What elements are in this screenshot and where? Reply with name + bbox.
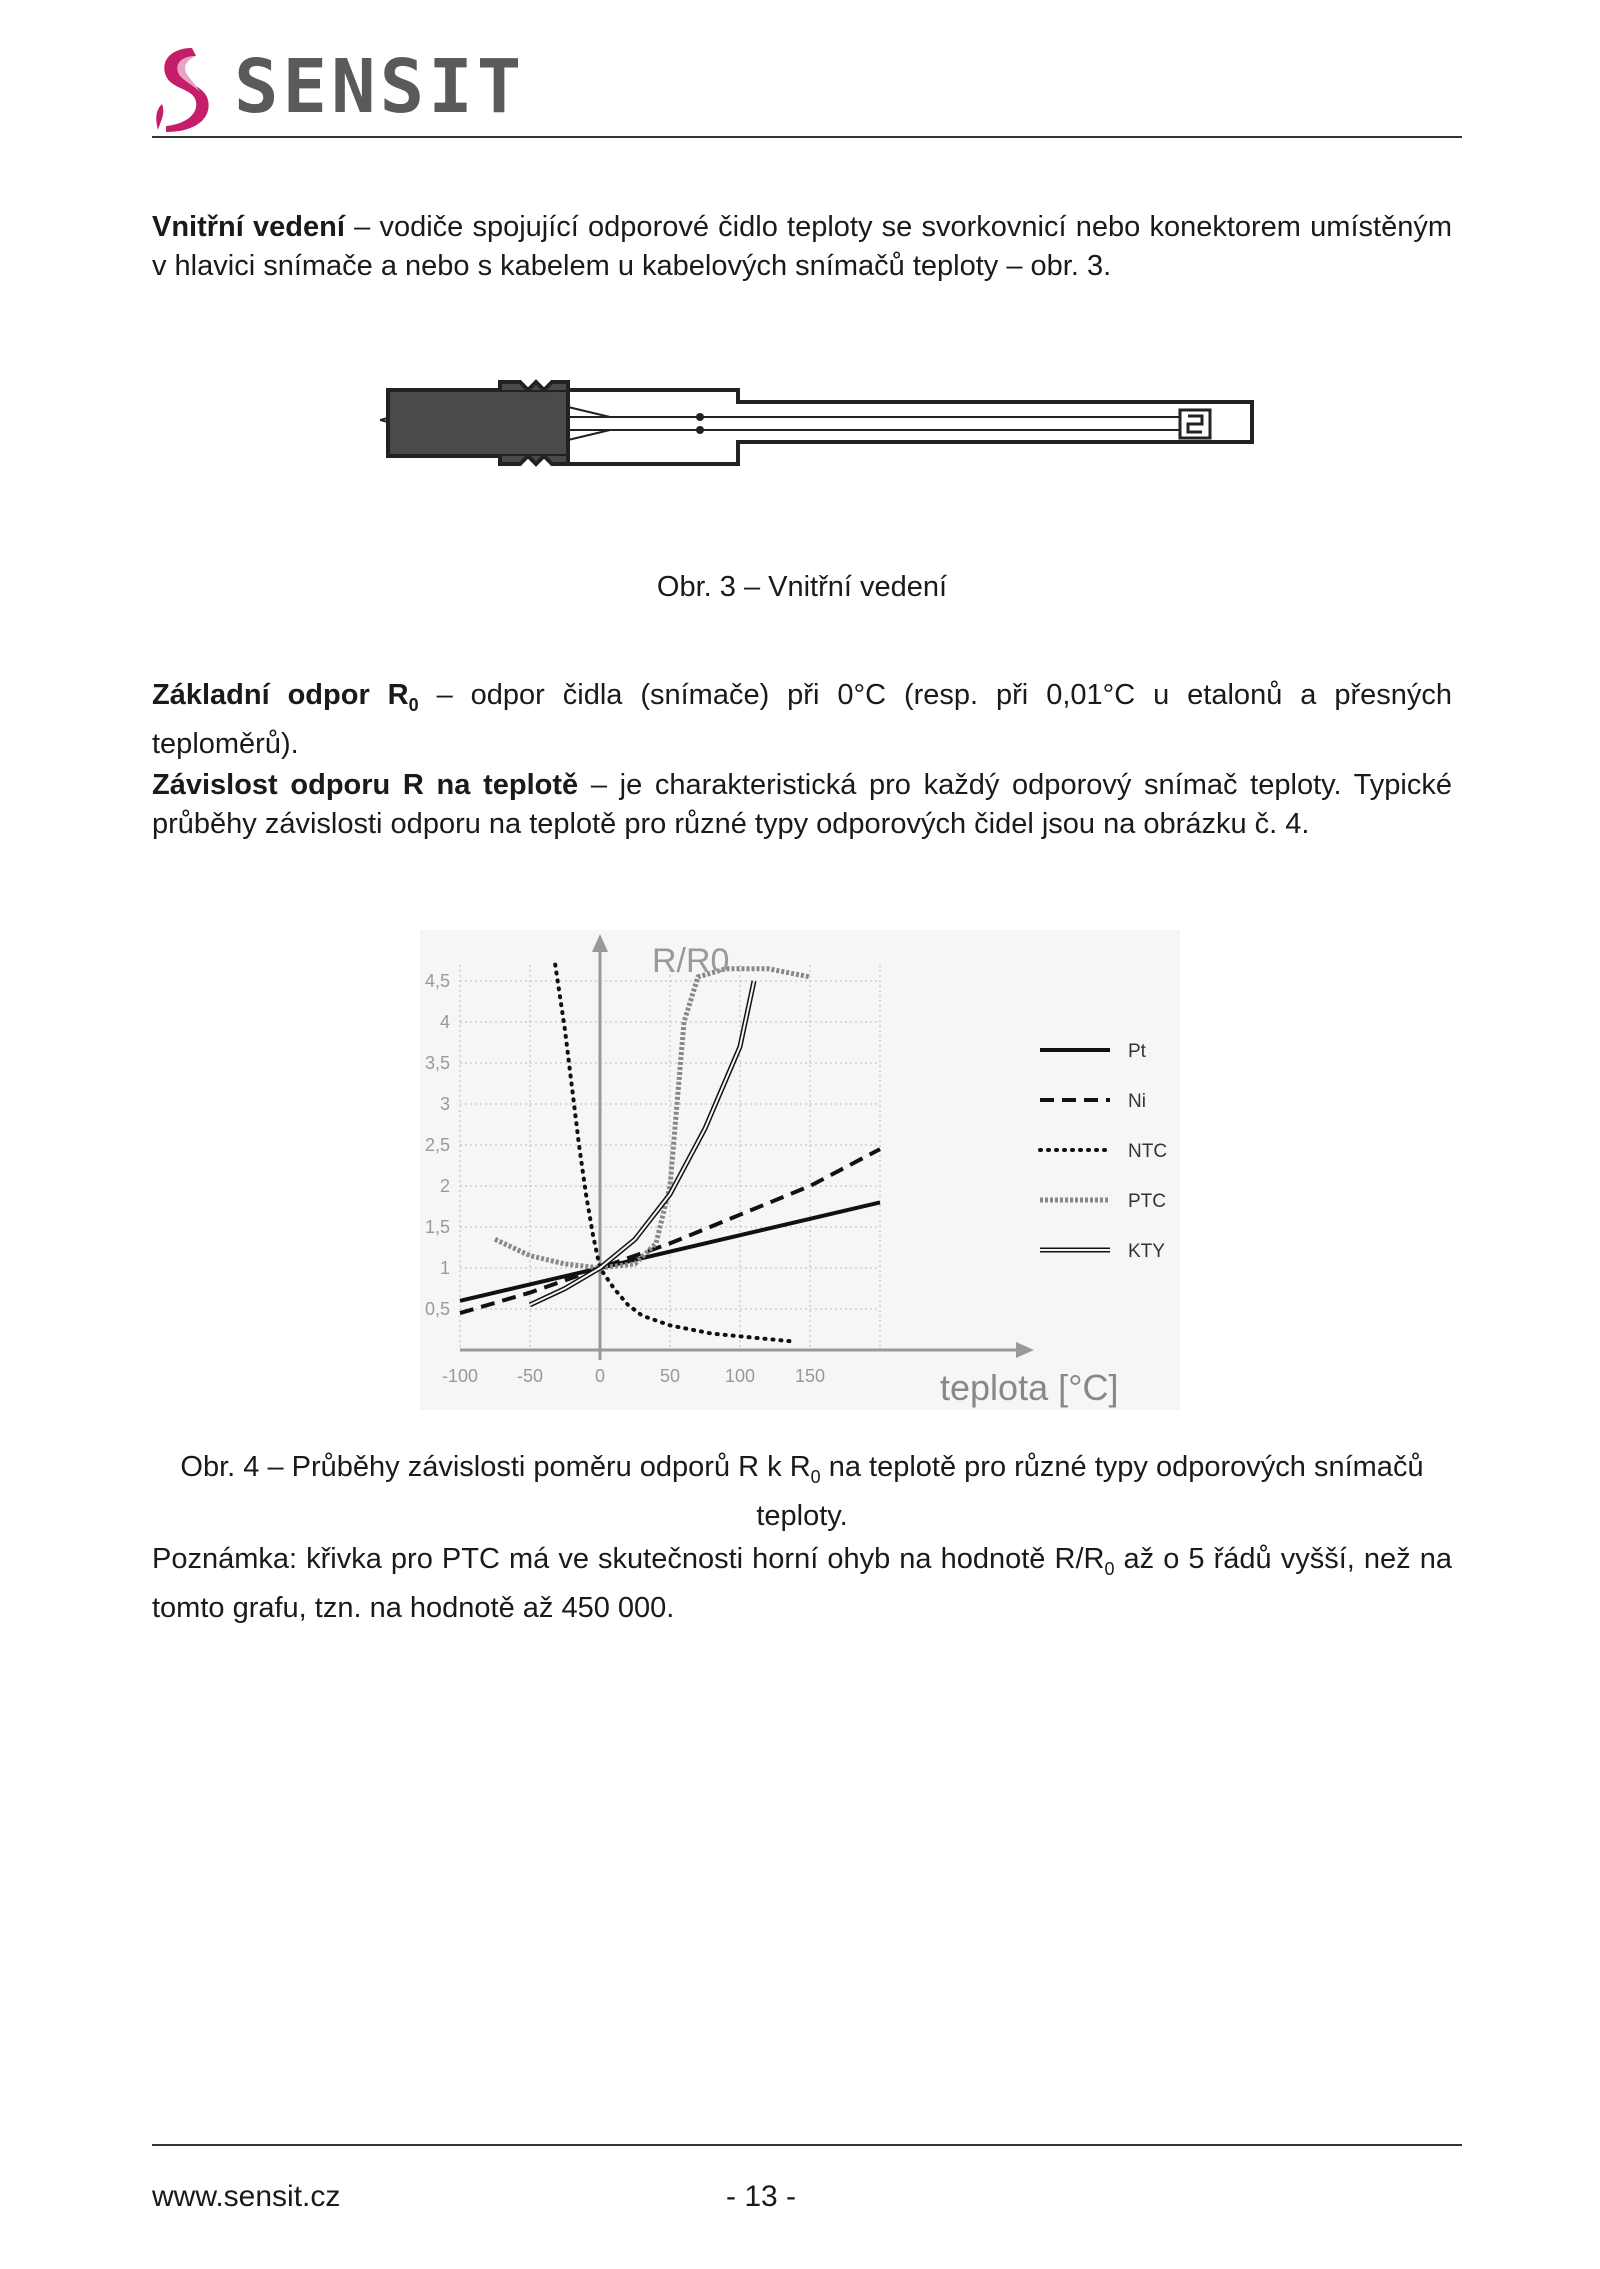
- y-tick-label: 2,5: [424, 1135, 450, 1155]
- y-tick-label: 3: [439, 1094, 450, 1114]
- resistance-temperature-chart: [420, 930, 1180, 1410]
- paragraph-note: Poznámka: křivka pro PTC má ve skutečnosti horní ohyb na hodnotě $R/R_0$ až o 5 řádů vyšší, než na tomto grafu, tzn. na hodnotě až 450 000.: [152, 1543, 1452, 1624]
- separator: –: [418, 679, 471, 711]
- legend-label-pt: Pt: [1128, 1041, 1146, 1062]
- figure-4-caption: Obr. 4 – Průběhy závislosti poměru odporů R k $R_0$ na teplotě pro různé typy odporových snímačů teploty.: [180, 1451, 1424, 1532]
- header-rule: [152, 136, 1462, 138]
- paragraph-resistance-dependency: [152, 766, 1452, 844]
- x-tick-label: 50: [659, 1366, 681, 1386]
- figure-3-caption: Obr. 3 – Vnitřní vedení: [656, 571, 948, 603]
- y-tick-label: 2: [439, 1176, 450, 1196]
- definition: vodiče spojující odporové čidlo teploty se svorkovnicí nebo konektorem umístěným v hlavici snímače a nebo s kabelem u kabelových snímačů teploty – obr. 3.: [152, 211, 1452, 282]
- term: Vnitřní vedení: [152, 211, 345, 243]
- figure-internal-wiring: [380, 372, 1260, 474]
- separator: –: [578, 769, 620, 801]
- y-tick-label: 1: [439, 1258, 450, 1278]
- legend-label-ntc: NTC: [1128, 1141, 1168, 1162]
- x-tick-label: 100: [724, 1366, 756, 1386]
- y-tick-label: 3,5: [424, 1053, 450, 1073]
- legend-label-ni: Ni: [1128, 1091, 1146, 1112]
- paragraph-base-resistance: [152, 676, 1452, 764]
- legend-label-ptc: PTC: [1128, 1191, 1166, 1212]
- y-tick-label: 0,5: [424, 1299, 450, 1319]
- y-tick-label: 1,5: [424, 1217, 450, 1237]
- footer-rule: [152, 2144, 1462, 2146]
- separator: –: [344, 211, 380, 243]
- sensit-logo-icon: [152, 44, 222, 134]
- term: Základní odpor $R_0$: [152, 679, 419, 715]
- definition: je charakteristická pro každý odporový snímač teploty. Typické průběhy závislosti odporu na teplotě pro různé typy odporových čidel jsou na obrázku č. 4.: [152, 769, 1452, 840]
- x-tick-label: 150: [794, 1366, 826, 1386]
- x-tick-label: 0: [594, 1366, 606, 1386]
- x-axis-label: teplota [°C]: [940, 1367, 1119, 1408]
- page-header: [152, 40, 1462, 140]
- footer-url: www.sensit.cz: [152, 2180, 341, 2213]
- x-tick-label: -100: [441, 1366, 479, 1386]
- y-tick-label: 4,5: [424, 971, 450, 991]
- page-number: - 13 -: [726, 2180, 797, 2213]
- y-axis-label: R/R0: [652, 942, 730, 980]
- paragraph-internal-wiring: [152, 208, 1452, 286]
- y-tick-label: 4: [439, 1012, 450, 1032]
- definition: odpor čidla (snímače) při 0°C (resp. při 0,01°C u etalonů a přesných teploměrů).: [152, 679, 1452, 760]
- term: Závislost odporu R na teplotě: [152, 769, 579, 801]
- x-tick-label: -50: [516, 1366, 544, 1386]
- brand-name: SENSIT: [234, 44, 526, 130]
- legend-label-kty: KTY: [1128, 1241, 1165, 1262]
